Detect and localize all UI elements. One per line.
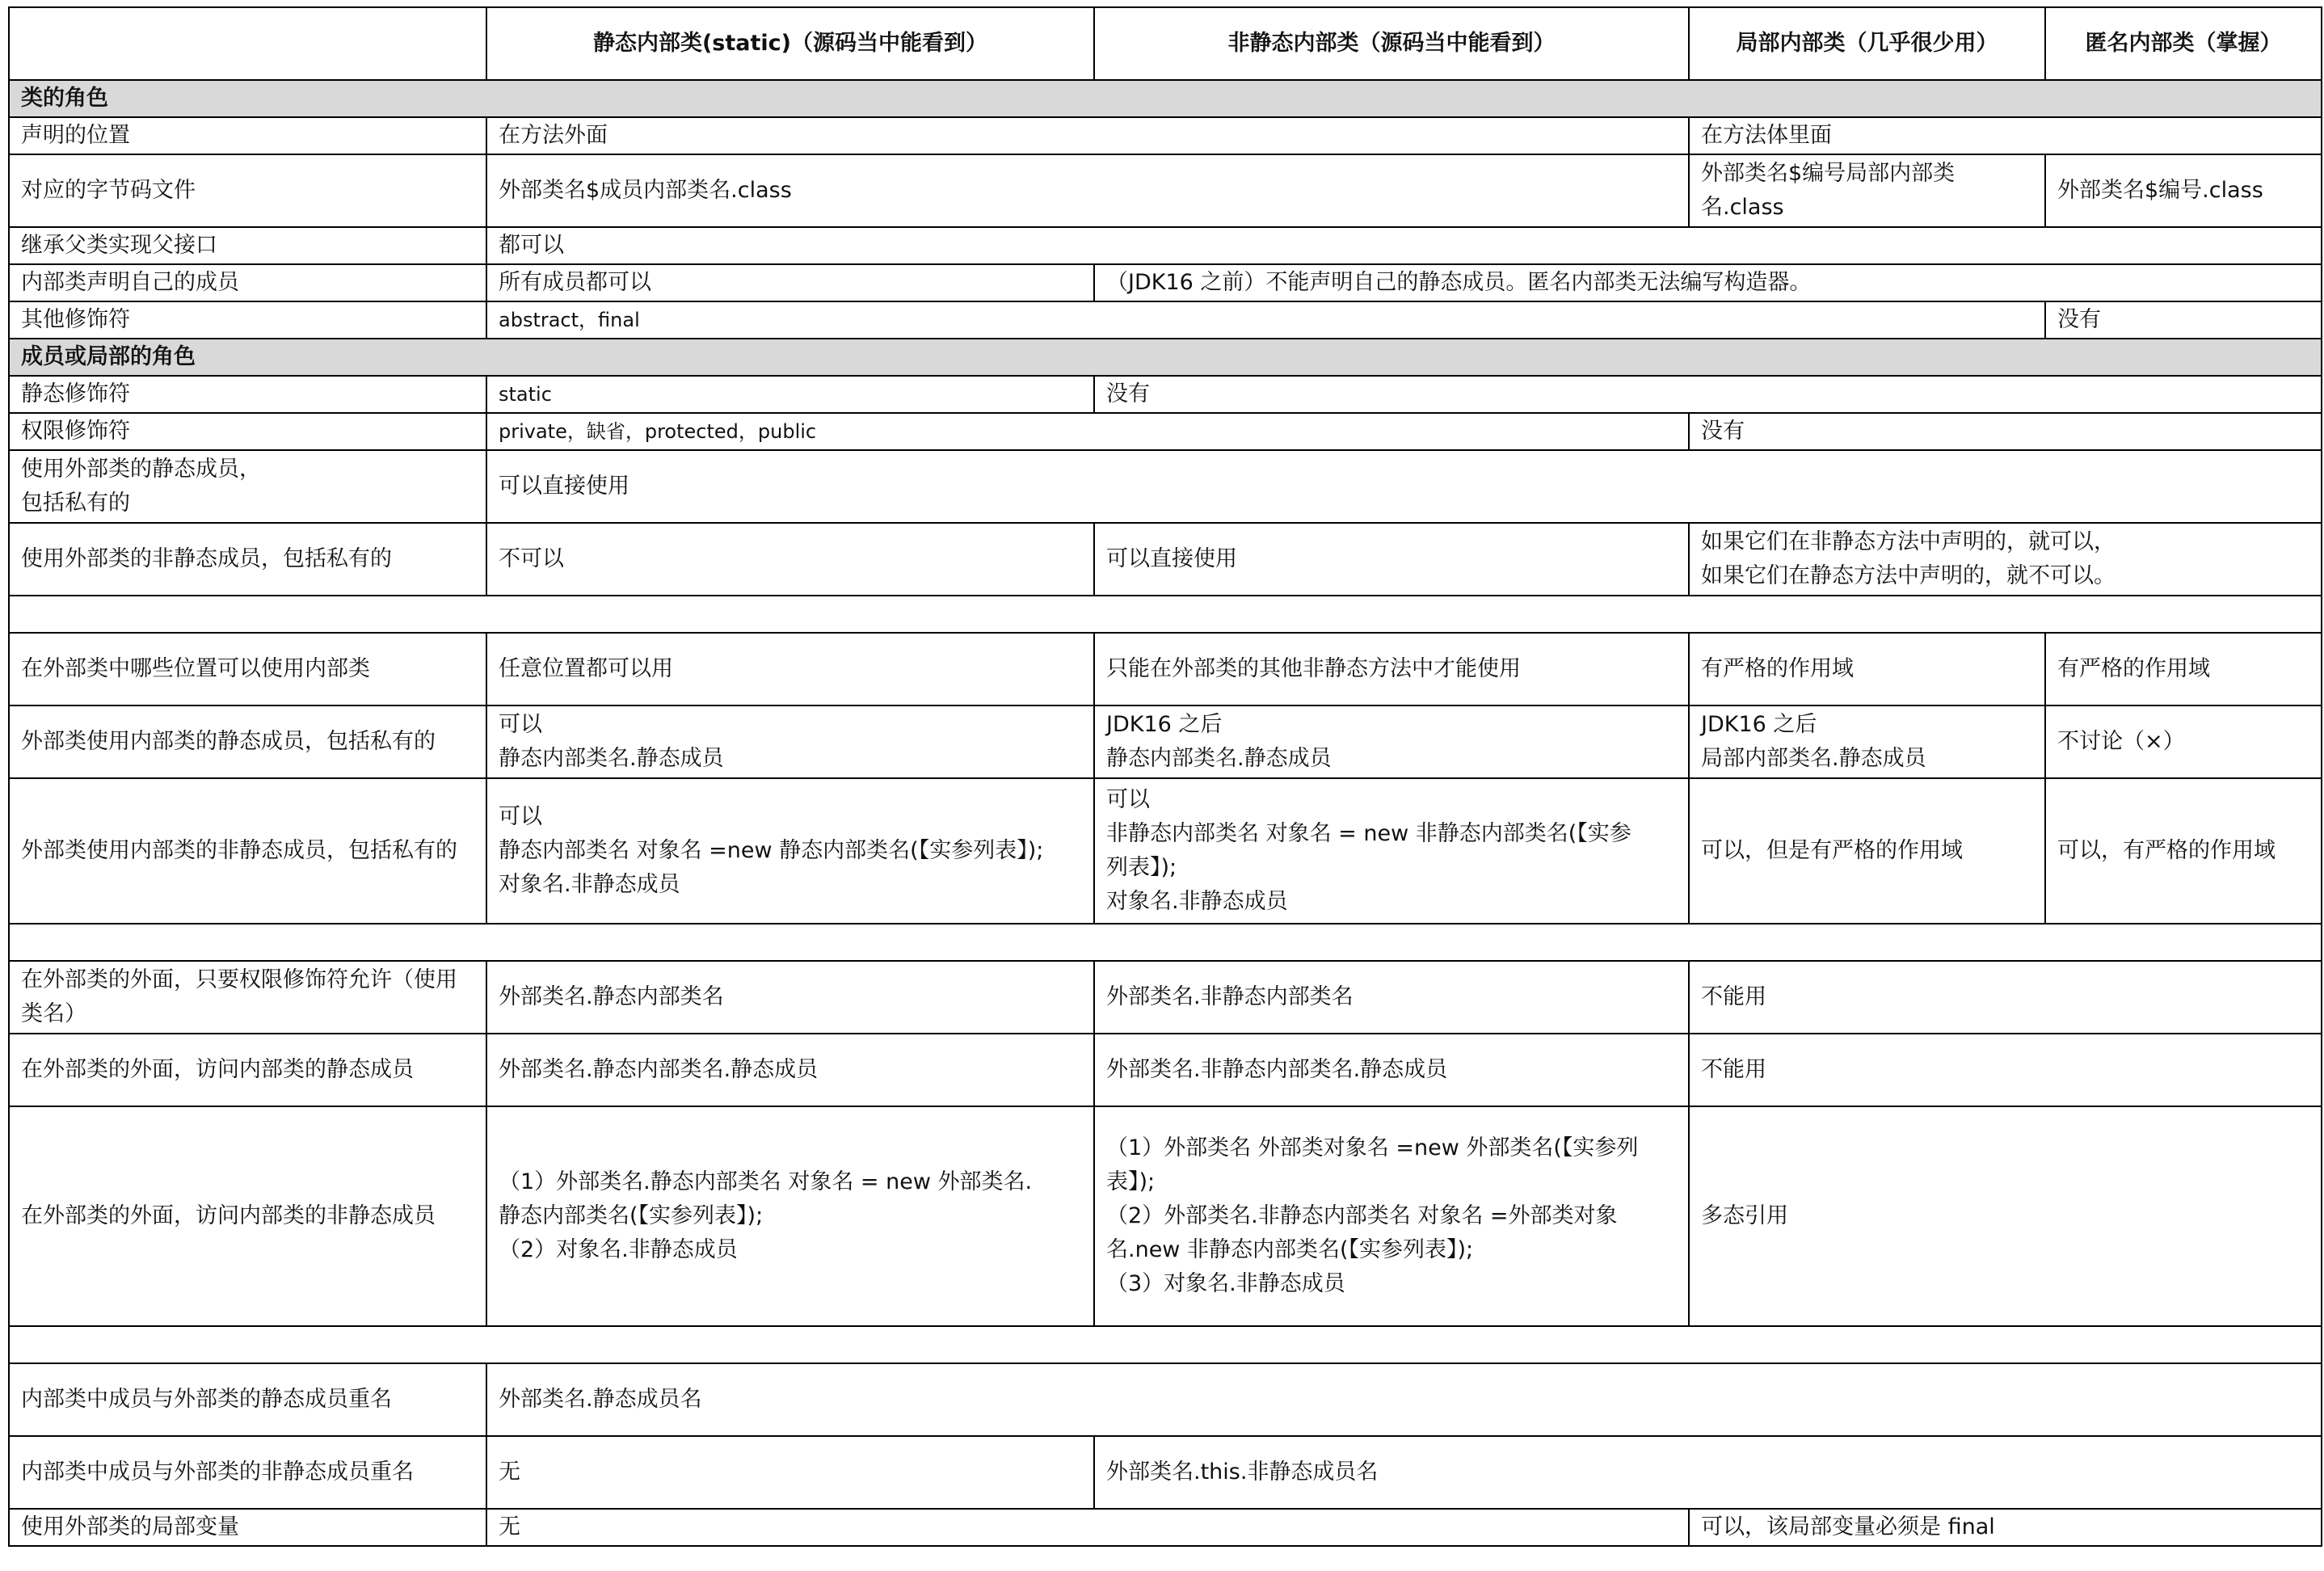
table-row — [9, 227, 2322, 264]
row-label: 声明的位置 — [9, 117, 486, 154]
header-nonstatic-inner-class: 非静态内部类（源码当中能看到） — [1094, 7, 1689, 80]
table-cell: 无 — [486, 1509, 1689, 1546]
row-label: 其他修饰符 — [9, 301, 486, 339]
section-row-class-role — [9, 80, 2322, 117]
row-label: 在外部类中哪些位置可以使用内部类 — [9, 633, 486, 705]
table-cell: 可以直接使用 — [486, 450, 2322, 523]
table-row — [9, 154, 2322, 227]
table-cell: 只能在外部类的其他非静态方法中才能使用 — [1094, 633, 1689, 705]
table-row — [9, 633, 2322, 705]
table-row — [9, 1363, 2322, 1436]
table-cell: 在方法外面 — [486, 117, 1689, 154]
table-row — [9, 705, 2322, 778]
table-cell: （JDK16 之前）不能声明自己的静态成员。匿名内部类无法编写构造器。 — [1094, 264, 2322, 301]
row-label: 对应的字节码文件 — [9, 154, 486, 227]
table-cell: 不讨论（×） — [2045, 705, 2322, 778]
table-cell: 没有 — [1689, 413, 2322, 450]
table-cell: 如果它们在非静态方法中声明的，就可以， 如果它们在静态方法中声明的，就不可以。 — [1689, 523, 2322, 596]
table-cell: （1）外部类名.静态内部类名 对象名 = new 外部类名. 静态内部类名(【实参列表】); （2）对象名.非静态成员 — [486, 1106, 1094, 1326]
table-cell: 有严格的作用域 — [2045, 633, 2322, 705]
table-cell: 外部类名.this.非静态成员名 — [1094, 1436, 2322, 1509]
table-cell: 外部类名.非静态内部类名 — [1094, 961, 1689, 1034]
section-title-class-role: 类的角色 — [9, 80, 2322, 117]
row-label: 内部类中成员与外部类的静态成员重名 — [9, 1363, 486, 1436]
table-cell: 可以 静态内部类名 对象名 =new 静态内部类名(【实参列表】); 对象名.非静态成员 — [486, 778, 1094, 924]
table-cell: 可以 静态内部类名.静态成员 — [486, 705, 1094, 778]
table-cell: 可以直接使用 — [1094, 523, 1689, 596]
table-cell: 外部类名$编号.class — [2045, 154, 2322, 227]
table-row — [9, 450, 2322, 523]
table-cell: JDK16 之后 局部内部类名.静态成员 — [1689, 705, 2045, 778]
table-cell: 在方法体里面 — [1689, 117, 2322, 154]
section-row-member-role — [9, 339, 2322, 376]
row-label: 静态修饰符 — [9, 376, 486, 413]
table-cell: 可以，有严格的作用域 — [2045, 778, 2322, 924]
table-row — [9, 117, 2322, 154]
table-cell: 外部类名.静态成员名 — [486, 1363, 2322, 1436]
table-row — [9, 1106, 2322, 1326]
row-label: 在外部类的外面，访问内部类的非静态成员 — [9, 1106, 486, 1326]
row-label: 权限修饰符 — [9, 413, 486, 450]
spacer-cell — [9, 596, 2322, 633]
table-cell: （1）外部类名 外部类对象名 =new 外部类名(【实参列 表】); （2）外部类名.非静态内部类名 对象名 =外部类对象 名.new 非静态内部类名(【实参列表】); （3）对象名.非静态成员 — [1094, 1106, 1689, 1326]
table-cell: 没有 — [2045, 301, 2322, 339]
table-cell: static — [486, 376, 1094, 413]
row-label: 在外部类的外面，只要权限修饰符允许（使用 类名） — [9, 961, 486, 1034]
table-row — [9, 301, 2322, 339]
row-label: 使用外部类的局部变量 — [9, 1509, 486, 1546]
table-row — [9, 413, 2322, 450]
table-cell: 不可以 — [486, 523, 1094, 596]
header-row — [9, 7, 2322, 80]
row-label: 外部类使用内部类的静态成员，包括私有的 — [9, 705, 486, 778]
table-cell: JDK16 之后 静态内部类名.静态成员 — [1094, 705, 1689, 778]
spacer-cell — [9, 1326, 2322, 1363]
header-anonymous-inner-class: 匿名内部类（掌握） — [2045, 7, 2322, 80]
row-label: 继承父类实现父接口 — [9, 227, 486, 264]
table-cell: 不能用 — [1689, 1034, 2322, 1106]
table-cell: 无 — [486, 1436, 1094, 1509]
header-corner-cell — [9, 7, 486, 80]
table-row — [9, 264, 2322, 301]
table-cell: abstract，final — [486, 301, 2045, 339]
spacer-cell — [9, 924, 2322, 961]
table-row — [9, 1034, 2322, 1106]
row-label: 内部类中成员与外部类的非静态成员重名 — [9, 1436, 486, 1509]
table-row — [9, 376, 2322, 413]
table-cell: 任意位置都可以用 — [486, 633, 1094, 705]
table-row — [9, 1436, 2322, 1509]
spacer-row — [9, 1326, 2322, 1363]
table-cell: 外部类名.非静态内部类名.静态成员 — [1094, 1034, 1689, 1106]
table-cell: private，缺省，protected，public — [486, 413, 1689, 450]
table-cell: 不能用 — [1689, 961, 2322, 1034]
table-cell: 多态引用 — [1689, 1106, 2322, 1326]
table-cell: 外部类名.静态内部类名.静态成员 — [486, 1034, 1094, 1106]
table-cell: 可以，该局部变量必须是 final — [1689, 1509, 2322, 1546]
table-cell: 所有成员都可以 — [486, 264, 1094, 301]
table-cell: 可以 非静态内部类名 对象名 = new 非静态内部类名(【实参 列表】); 对象名.非静态成员 — [1094, 778, 1689, 924]
table-row — [9, 778, 2322, 924]
row-label: 在外部类的外面，访问内部类的静态成员 — [9, 1034, 486, 1106]
row-label: 外部类使用内部类的非静态成员，包括私有的 — [9, 778, 486, 924]
header-static-inner-class: 静态内部类(static)（源码当中能看到） — [486, 7, 1094, 80]
table-cell: 可以，但是有严格的作用域 — [1689, 778, 2045, 924]
table-cell: 有严格的作用域 — [1689, 633, 2045, 705]
row-label: 使用外部类的静态成员， 包括私有的 — [9, 450, 486, 523]
table-row — [9, 523, 2322, 596]
table-cell: 外部类名$编号局部内部类 名.class — [1689, 154, 2045, 227]
section-title-member-role: 成员或局部的角色 — [9, 339, 2322, 376]
table-row — [9, 1509, 2322, 1546]
table-cell: 外部类名.静态内部类名 — [486, 961, 1094, 1034]
spacer-row — [9, 924, 2322, 961]
row-label: 内部类声明自己的成员 — [9, 264, 486, 301]
spacer-row — [9, 596, 2322, 633]
comparison-table — [8, 6, 2322, 1547]
table-cell: 外部类名$成员内部类名.class — [486, 154, 1689, 227]
table-row — [9, 961, 2322, 1034]
header-local-inner-class: 局部内部类（几乎很少用） — [1689, 7, 2045, 80]
table-cell: 没有 — [1094, 376, 2322, 413]
row-label: 使用外部类的非静态成员，包括私有的 — [9, 523, 486, 596]
table-cell: 都可以 — [486, 227, 2322, 264]
